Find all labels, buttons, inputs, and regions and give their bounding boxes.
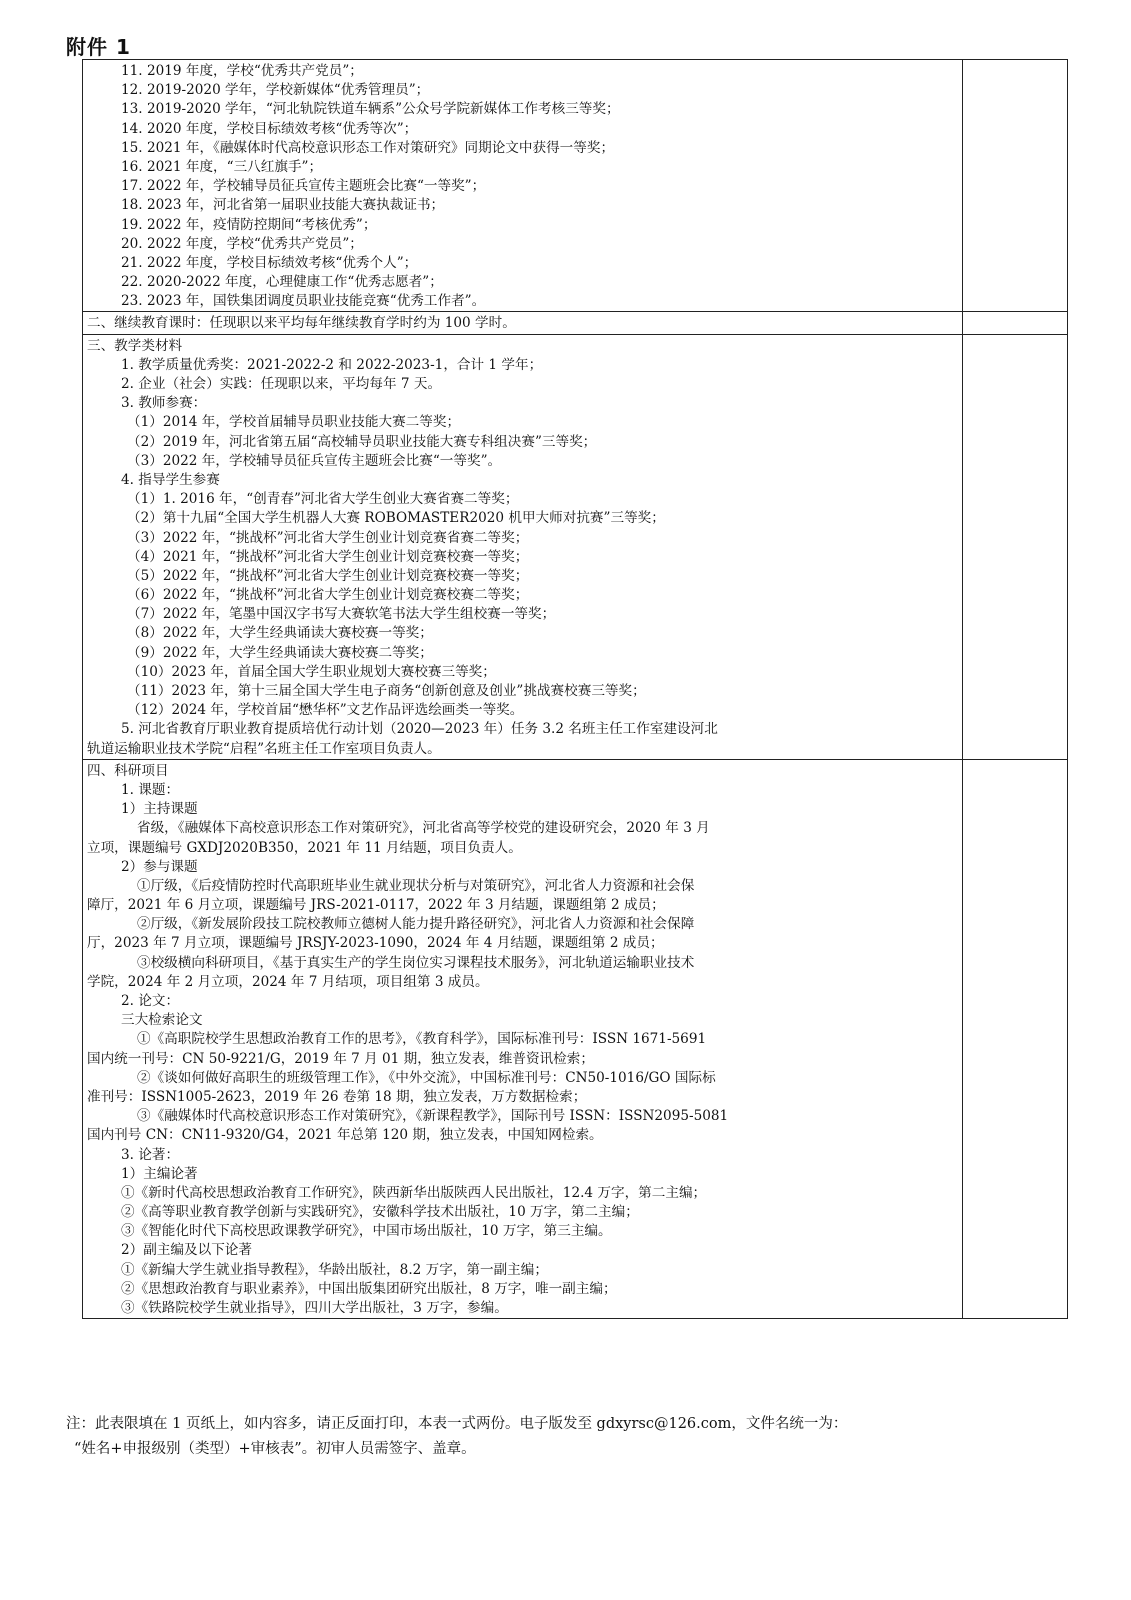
row-research	[83, 759, 1068, 1318]
research-line: ②厅级，《新发展阶段技工院校教师立德树人能力提升路径研究》，河北省人力资源和社会保障	[137, 916, 695, 933]
research-line: ①《高职院校学生思想政治教育工作的思考》，《教育科学》，国际标准刊号：ISSN 1671-5691	[137, 1031, 707, 1048]
research-line: 1）主持课题	[121, 801, 198, 818]
teaching-line: 2. 企业（社会）实践：任现职以来，平均每年 7 天。	[121, 376, 442, 392]
teaching-line: 5. 河北省教育厅职业教育提质培优行动计划（2020—2023 年）任务 3.2 名班主任工作室建设河北	[121, 721, 718, 738]
research-cell	[83, 759, 963, 1318]
teaching-line: 三、教学类材料	[87, 337, 183, 354]
research-line: 四、科研项目	[87, 762, 169, 779]
teaching-line: 4. 指导学生参赛	[121, 471, 220, 488]
awards-line: 20. 2022 年度，学校“优秀共产党员”；	[121, 235, 363, 252]
research-line: ③《铁路院校学生就业指导》，四川大学出版社，3 万字，参编。	[121, 1300, 508, 1316]
research-line: 准刊号：ISSN1005-2623，2019 年 26 卷第 18 期，独立发表，万方数据检索；	[87, 1088, 587, 1105]
research-line: 障厅，2021 年 6 月立项，课题编号 JRS-2021-0117，2022 年 3 月结题，课题组第 2 成员；	[87, 897, 665, 914]
research-line: ②《思想政治教育与职业素养》，中国出版集团研究出版社，8 万字，唯一副主编；	[121, 1280, 617, 1297]
teaching-line: （2）2019 年，河北省第五届“高校辅导员职业技能大赛专科组决赛”三等奖；	[127, 433, 597, 450]
teaching-line: （10）2023 年，首届全国大学生职业规划大赛校赛三等奖；	[127, 663, 496, 680]
research-line: ②《高等职业教育教学创新与实践研究》，安徽科学技术出版社，10 万字，第二主编；	[121, 1204, 639, 1221]
teaching-line: （12）2024 年，学校首届“懋华杯”文艺作品评选绘画类一等奖。	[127, 702, 524, 719]
research-line: 省级，《融媒体下高校意识形态工作对策研究》，河北省高等学校党的建设研究会，2020 年 3 月	[137, 820, 710, 837]
teaching-line: 3. 教师参赛：	[121, 395, 207, 412]
awards-line: 23. 2023 年，国铁集团调度员职业技能竞赛“优秀工作者”。	[121, 293, 486, 310]
row-awards	[83, 60, 1068, 312]
research-line: 立项，课题编号 GXDJ2020B350，2021 年 11 月结题，项目负责人。	[87, 839, 522, 856]
research-line: 国内刊号 CN：CN11-9320/G4，2021 年总第 120 期，独立发表，中国知网检索。	[87, 1127, 603, 1144]
teaching-line: （2）第十九届“全国大学生机器人大赛 ROBOMASTER2020 机甲大师对抗赛”三等奖；	[127, 510, 665, 527]
teaching-line: （1）2014 年，学校首届辅导员职业技能大赛二等奖；	[127, 414, 461, 431]
awards-section	[83, 60, 962, 311]
teaching-line: （7）2022 年，笔墨中国汉字书写大赛软笔书法大学生组校赛一等奖；	[127, 606, 556, 623]
row-teaching	[83, 334, 1068, 759]
continuing-education-cell	[83, 312, 963, 334]
research-line: 3. 论著：	[121, 1146, 180, 1163]
research-line: ①《新时代高校思想政治教育工作研究》，陕西新华出版陕西人民出版社，12.4 万字，第二主编；	[121, 1184, 707, 1201]
research-line: ③《智能化时代下高校思政课教学研究》，中国市场出版社，10 万字，第三主编。	[121, 1223, 612, 1240]
awards-cell	[83, 60, 963, 312]
footnote	[66, 1412, 1076, 1462]
teaching-line: （4）2021 年，“挑战杯”河北省大学生创业计划竞赛校赛一等奖；	[127, 548, 529, 565]
teaching-line: 1. 教学质量优秀奖：2021-2022-2 和 2022-2023-1，合计 1 学年；	[121, 356, 543, 373]
research-line: 2）参与课题	[121, 858, 198, 875]
research-line: 学院，2024 年 2 月立项，2024 年 7 月结项，项目组第 3 成员。	[87, 973, 489, 990]
awards-line: 19. 2022 年，疫情防控期间“考核优秀”；	[121, 216, 377, 233]
teaching-line: （1）1. 2016 年，“创青春”河北省大学生创业大赛省赛二等奖；	[127, 491, 519, 508]
teaching-line: （6）2022 年，“挑战杯”河北省大学生创业计划竞赛校赛二等奖；	[127, 587, 529, 604]
research-line: 1. 课题：	[121, 781, 180, 798]
attachment-label: 附件 1	[66, 35, 131, 59]
teaching-cell	[83, 334, 963, 759]
review-cell	[963, 60, 1068, 312]
research-line: 1）主编论著	[121, 1165, 198, 1182]
continuing-education-line: 二、继续教育课时：任现职以来平均每年继续教育学时约为 100 学时。	[87, 315, 516, 332]
awards-line: 14. 2020 年度，学校目标绩效考核“优秀等次”；	[121, 120, 418, 137]
awards-line: 22. 2020-2022 年度，心理健康工作“优秀志愿者”；	[121, 274, 443, 291]
teaching-line: （8）2022 年，大学生经典诵读大赛校赛一等奖；	[127, 625, 433, 642]
teaching-line: （3）2022 年，“挑战杯”河北省大学生创业计划竞赛省赛二等奖；	[127, 529, 529, 546]
teaching-line: （5）2022 年，“挑战杯”河北省大学生创业计划竞赛校赛一等奖；	[127, 567, 529, 584]
awards-line: 11. 2019 年度，学校“优秀共产党员”；	[121, 63, 363, 79]
research-line: 2）副主编及以下论著	[121, 1242, 252, 1259]
research-line: ①《新编大学生就业指导教程》，华龄出版社，8.2 万字，第一副主编；	[121, 1261, 548, 1278]
review-form-table	[82, 59, 1068, 1319]
review-cell	[963, 334, 1068, 759]
teaching-line: （9）2022 年，大学生经典诵读大赛校赛二等奖；	[127, 644, 433, 661]
awards-line: 18. 2023 年，河北省第一届职业技能大赛执裁证书；	[121, 197, 445, 214]
row-continuing-education	[83, 312, 1068, 334]
awards-line: 21. 2022 年度，学校目标绩效考核“优秀个人”；	[121, 254, 418, 271]
research-section	[83, 760, 962, 1318]
footnote-line-1: 注：此表限填在 1 页纸上，如内容多，请正反面打印，本表一式两份。电子版发至 gdxyrsc@126.com，文件名统一为：	[66, 1416, 848, 1432]
research-line: 三大检索论文	[121, 1012, 203, 1029]
awards-line: 13. 2019-2020 学年，“河北轨院铁道车辆系”公众号学院新媒体工作考核三等奖；	[121, 101, 620, 118]
research-line: ③《融媒体时代高校意识形态工作对策研究》，《新课程教学》，国际刊号 ISSN：ISSN2095-5081	[137, 1108, 729, 1125]
teaching-line: （11）2023 年，第十三届全国大学生电子商务“创新创意及创业”挑战赛校赛三等奖；	[127, 683, 646, 699]
teaching-line: 轨道运输职业技术学院“启程”名班主任工作室项目负责人。	[87, 740, 441, 757]
footnote-line-2: “姓名+申报级别（类型）+审核表”。初审人员需签字、盖章。	[74, 1441, 476, 1457]
research-line: 2. 论文：	[121, 993, 180, 1009]
teaching-line: （3）2022 年，学校辅导员征兵宣传主题班会比赛“一等奖”。	[127, 452, 502, 469]
teaching-section	[83, 335, 962, 759]
research-line: 厅，2023 年 7 月立项，课题编号 JRSJY-2023-1090，2024 年 4 月结题，课题组第 2 成员；	[87, 935, 664, 952]
awards-line: 17. 2022 年，学校辅导员征兵宣传主题班会比赛“一等奖”；	[121, 178, 486, 195]
awards-line: 15. 2021 年，《融媒体时代高校意识形态工作对策研究》同期论文中获得一等奖；	[121, 139, 615, 156]
review-cell	[963, 312, 1068, 334]
research-line: ①厅级，《后疫情防控时代高职班毕业生就业现状分析与对策研究》，河北省人力资源和社会保	[137, 877, 695, 894]
research-line: 国内统一刊号：CN 50-9221/G，2019 年 7 月 01 期，独立发表，维普资讯检索；	[87, 1050, 594, 1067]
awards-line: 12. 2019-2020 学年，学校新媒体“优秀管理员”；	[121, 82, 430, 99]
awards-line: 16. 2021 年度，“三八红旗手”；	[121, 158, 323, 175]
review-cell	[963, 759, 1068, 1318]
continuing-education-section	[83, 312, 962, 333]
research-line: ②《谈如何做好高职生的班级管理工作》，《中外交流》，中国标准刊号：CN50-1016/GO 国际标	[137, 1069, 716, 1086]
research-line: ③校级横向科研项目，《基于真实生产的学生岗位实习课程技术服务》，河北轨道运输职业技术	[137, 954, 695, 971]
